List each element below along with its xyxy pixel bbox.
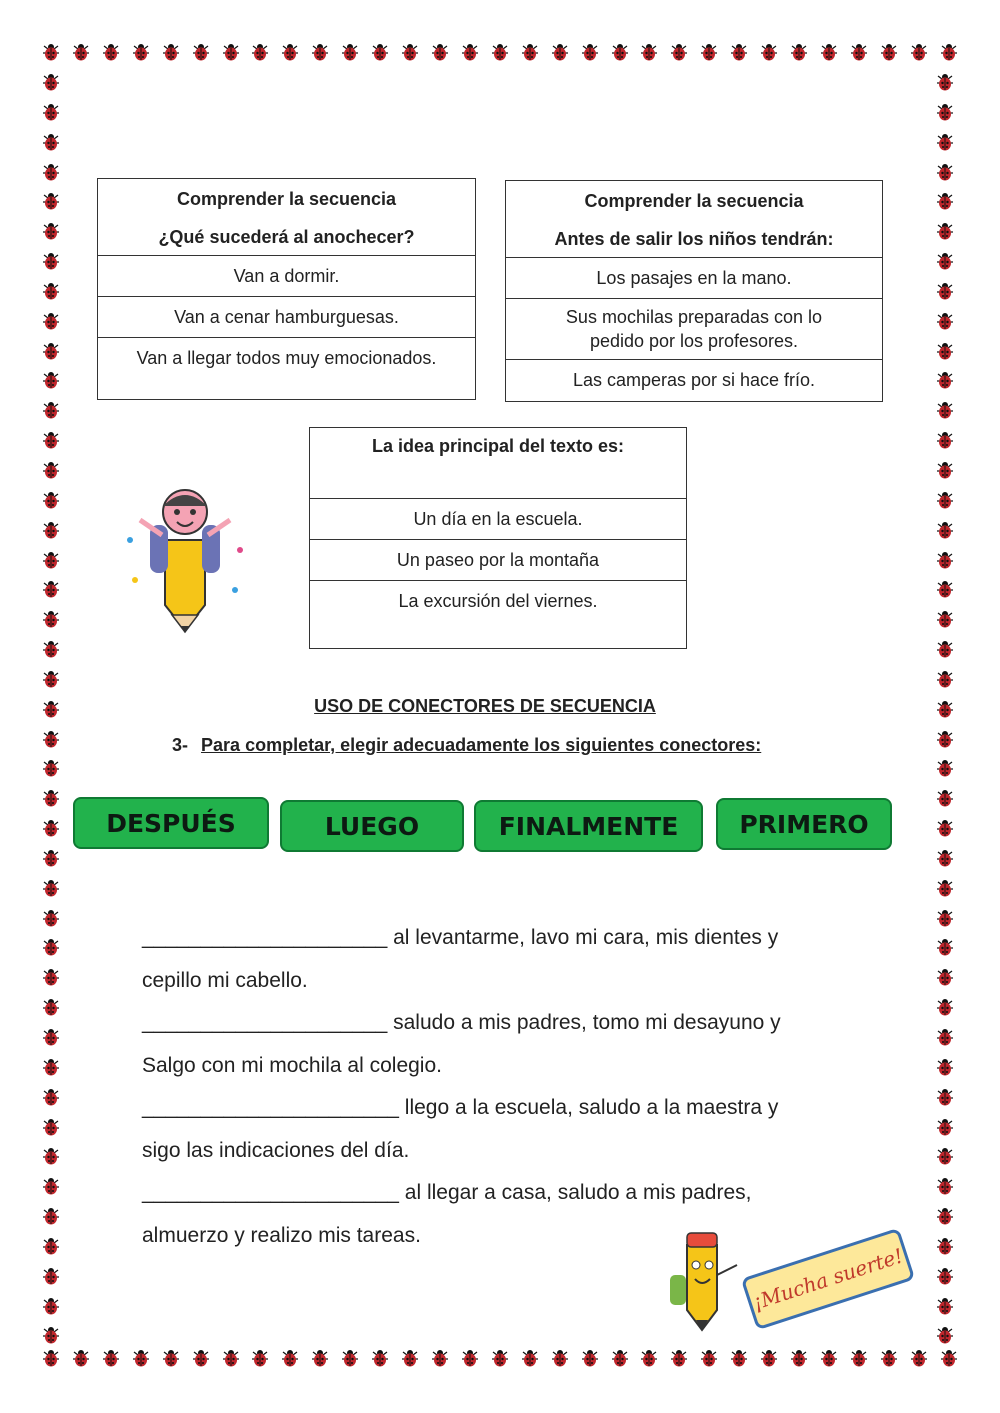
ladybug-icon — [40, 339, 62, 361]
ladybug-icon — [579, 40, 601, 62]
ladybug-icon — [40, 279, 62, 301]
ladybug-icon — [429, 1346, 451, 1368]
ladybug-icon — [40, 577, 62, 599]
ladybug-icon — [369, 1346, 391, 1368]
sequence-before-box — [505, 180, 883, 402]
ladybug-icon — [40, 40, 62, 62]
ladybug-icon — [100, 40, 122, 62]
ladybug-icon — [309, 40, 331, 62]
ladybug-icon — [40, 876, 62, 898]
sentence-4-line-1 — [142, 1181, 751, 1205]
ladybug-icon — [638, 1346, 660, 1368]
ladybug-icon — [339, 1346, 361, 1368]
ladybug-icon — [698, 40, 720, 62]
ladybug-icon — [40, 1346, 62, 1368]
connector-despues[interactable]: DESPUÉS — [73, 797, 269, 849]
ladybug-icon — [249, 40, 271, 62]
ladybug-icon — [489, 1346, 511, 1368]
ladybug-icon — [160, 40, 182, 62]
ladybug-icon — [934, 458, 956, 480]
ladybug-icon — [459, 40, 481, 62]
sentence-2-line-1 — [142, 1011, 781, 1035]
ladybug-icon — [40, 368, 62, 390]
ladybug-icon — [758, 40, 780, 62]
ladybug-icon — [788, 1346, 810, 1368]
ladybug-icon — [40, 1055, 62, 1077]
ladybug-icon — [70, 40, 92, 62]
ladybug-icon — [519, 40, 541, 62]
option-item[interactable]: Sus mochilas preparadas con lo pedido por los profesores. — [506, 298, 882, 359]
ladybug-icon — [934, 1115, 956, 1137]
ladybug-icon — [934, 1025, 956, 1047]
option-item[interactable]: Van a dormir. — [98, 255, 475, 296]
ladybug-icon — [40, 1204, 62, 1226]
ladybug-icon — [40, 995, 62, 1017]
ladybug-icon — [934, 70, 956, 92]
ladybug-icon — [788, 40, 810, 62]
ladybug-icon — [934, 637, 956, 659]
ladybug-icon — [934, 488, 956, 510]
ladybug-icon — [40, 846, 62, 868]
sentence-2-line-2: Salgo con mi mochila al colegio. — [142, 1054, 442, 1077]
ladybug-icon — [934, 368, 956, 390]
ladybug-icon — [549, 1346, 571, 1368]
ladybug-icon — [40, 637, 62, 659]
ladybug-icon — [934, 428, 956, 450]
ladybug-icon — [758, 1346, 780, 1368]
ladybug-icon — [40, 1323, 62, 1345]
box-title: La idea principal del texto es: — [371, 436, 625, 456]
option-item[interactable]: Los pasajes en la mano. — [506, 257, 882, 298]
ladybug-icon — [279, 40, 301, 62]
ladybug-icon — [609, 40, 631, 62]
ladybug-icon — [489, 40, 511, 62]
ladybug-icon — [934, 100, 956, 122]
ladybug-icon — [190, 40, 212, 62]
ladybug-icon — [934, 1144, 956, 1166]
ladybug-icon — [878, 40, 900, 62]
ladybug-icon — [934, 906, 956, 928]
ladybug-icon — [934, 398, 956, 420]
ladybug-icon — [40, 965, 62, 987]
ladybug-icon — [934, 1294, 956, 1316]
ladybug-icon — [40, 1144, 62, 1166]
box-question: ¿Qué sucederá al anochecer? — [158, 227, 415, 247]
ladybug-icon — [818, 40, 840, 62]
ladybug-icon — [698, 1346, 720, 1368]
ladybug-icon — [934, 995, 956, 1017]
option-item[interactable]: Van a llegar todos muy emocionados. — [98, 337, 475, 378]
ladybug-icon — [369, 40, 391, 62]
ladybug-icon — [668, 1346, 690, 1368]
ladybug-icon — [934, 846, 956, 868]
ladybug-icon — [934, 607, 956, 629]
ladybug-icon — [934, 816, 956, 838]
connector-primero[interactable]: PRIMERO — [716, 798, 892, 850]
box-question: Antes de salir los niños tendrán: — [554, 229, 834, 249]
sentence-text: saludo a mis padres, tomo mi desayuno y — [393, 1011, 781, 1034]
blank-2[interactable]: _____________________ — [142, 1011, 388, 1034]
sentence-1-line-2: cepillo mi cabello. — [142, 969, 308, 992]
ladybug-icon — [459, 1346, 481, 1368]
ladybug-icon — [40, 1294, 62, 1316]
ladybug-icon — [848, 40, 870, 62]
ladybug-border-bottom — [40, 1346, 960, 1372]
ladybug-icon — [130, 1346, 152, 1368]
ladybug-icon — [70, 1346, 92, 1368]
ladybug-icon — [934, 1085, 956, 1107]
ladybug-icon — [40, 1264, 62, 1286]
ladybug-icon — [938, 1346, 960, 1368]
ladybug-icon — [100, 1346, 122, 1368]
instruction-text: Para completar, elegir adecuadamente los siguientes conectores: — [201, 735, 762, 755]
ladybug-icon — [934, 1174, 956, 1196]
ladybug-icon — [934, 249, 956, 271]
ladybug-icon — [934, 1055, 956, 1077]
ladybug-icon — [934, 756, 956, 778]
ladybug-icon — [40, 189, 62, 211]
sentence-text: al llegar a casa, saludo a mis padres, — [404, 1181, 752, 1204]
blank-4[interactable]: ______________________ — [142, 1181, 399, 1204]
ladybug-icon — [668, 40, 690, 62]
ladybug-icon — [934, 935, 956, 957]
ladybug-icon — [40, 458, 62, 480]
ladybug-icon — [934, 309, 956, 331]
ladybug-icon — [429, 40, 451, 62]
ladybug-icon — [309, 1346, 331, 1368]
ladybug-icon — [40, 786, 62, 808]
sentence-1-line-1 — [142, 926, 778, 950]
sentence-3-line-1 — [142, 1096, 778, 1120]
good-luck-sticker: ¡Mucha suerte! — [741, 1228, 916, 1331]
ladybug-border-top — [40, 40, 960, 66]
ladybug-icon — [934, 1323, 956, 1345]
ladybug-icon — [638, 40, 660, 62]
ladybug-icon — [934, 727, 956, 749]
ladybug-icon — [40, 488, 62, 510]
blank-1[interactable]: _____________________ — [142, 926, 388, 949]
ladybug-icon — [934, 786, 956, 808]
ladybug-icon — [878, 1346, 900, 1368]
ladybug-icon — [220, 40, 242, 62]
ladybug-icon — [40, 727, 62, 749]
sentence-text: llego a la escuela, saludo a la maestra y — [404, 1096, 779, 1119]
ladybug-icon — [40, 935, 62, 957]
option-item[interactable]: Las camperas por si hace frío. — [506, 359, 882, 400]
ladybug-icon — [40, 219, 62, 241]
sentence-3-line-2: sigo las indicaciones del día. — [142, 1139, 410, 1162]
ladybug-icon — [908, 40, 930, 62]
ladybug-icon — [40, 130, 62, 152]
ladybug-icon — [934, 577, 956, 599]
box-title: Comprender la secuencia — [176, 189, 397, 209]
ladybug-icon — [934, 160, 956, 182]
ladybug-icon — [339, 40, 361, 62]
ladybug-icon — [40, 1025, 62, 1047]
ladybug-icon — [848, 1346, 870, 1368]
ladybug-icon — [728, 40, 750, 62]
ladybug-icon — [40, 548, 62, 570]
ladybug-icon — [908, 1346, 930, 1368]
ladybug-icon — [579, 1346, 601, 1368]
ladybug-icon — [40, 1234, 62, 1256]
blank-3[interactable]: ______________________ — [142, 1096, 399, 1119]
ladybug-icon — [934, 965, 956, 987]
pencil-mascot-icon — [662, 1225, 742, 1335]
pencil-character-icon — [110, 480, 260, 640]
option-item[interactable]: La excursión del viernes. — [310, 580, 686, 621]
ladybug-icon — [938, 40, 960, 62]
ladybug-icon — [40, 428, 62, 450]
connector-finalmente[interactable]: FINALMENTE — [474, 800, 703, 852]
ladybug-icon — [40, 667, 62, 689]
ladybug-icon — [934, 279, 956, 301]
ladybug-icon — [934, 1264, 956, 1286]
ladybug-icon — [40, 100, 62, 122]
ladybug-icon — [40, 1115, 62, 1137]
ladybug-icon — [190, 1346, 212, 1368]
section-title: USO DE CONECTORES DE SECUENCIA — [314, 696, 656, 716]
option-item[interactable]: Un día en la escuela. — [310, 498, 686, 539]
ladybug-icon — [934, 876, 956, 898]
sentence-4-line-2: almuerzo y realizo mis tareas. — [142, 1224, 421, 1247]
ladybug-icon — [934, 1234, 956, 1256]
ladybug-icon — [40, 70, 62, 92]
sentence-text: al levantarme, lavo mi cara, mis dientes y — [393, 926, 779, 949]
ladybug-icon — [40, 518, 62, 540]
ladybug-icon — [40, 756, 62, 778]
ladybug-icon — [160, 1346, 182, 1368]
ladybug-icon — [934, 1204, 956, 1226]
ladybug-icon — [399, 40, 421, 62]
ladybug-icon — [220, 1346, 242, 1368]
ladybug-icon — [40, 309, 62, 331]
ladybug-icon — [934, 548, 956, 570]
ladybug-icon — [549, 40, 571, 62]
option-item[interactable]: Un paseo por la montaña — [310, 539, 686, 580]
ladybug-icon — [519, 1346, 541, 1368]
option-item[interactable]: Van a cenar hamburguesas. — [98, 296, 475, 337]
ladybug-icon — [40, 1085, 62, 1107]
instruction — [172, 735, 761, 756]
ladybug-icon — [40, 249, 62, 271]
box-title: Comprender la secuencia — [584, 191, 804, 211]
ladybug-icon — [818, 1346, 840, 1368]
ladybug-icon — [934, 189, 956, 211]
ladybug-icon — [728, 1346, 750, 1368]
ladybug-icon — [934, 339, 956, 361]
ladybug-icon — [40, 1174, 62, 1196]
ladybug-icon — [40, 398, 62, 420]
ladybug-icon — [609, 1346, 631, 1368]
ladybug-icon — [40, 607, 62, 629]
connector-luego[interactable]: LUEGO — [280, 800, 464, 852]
ladybug-icon — [249, 1346, 271, 1368]
ladybug-icon — [40, 906, 62, 928]
ladybug-icon — [934, 130, 956, 152]
ladybug-icon — [40, 816, 62, 838]
ladybug-icon — [399, 1346, 421, 1368]
main-idea-box — [309, 427, 687, 649]
ladybug-icon — [40, 160, 62, 182]
ladybug-icon — [934, 667, 956, 689]
sequence-night-box — [97, 178, 476, 400]
ladybug-icon — [130, 40, 152, 62]
ladybug-icon — [934, 518, 956, 540]
instruction-number: 3- — [172, 735, 189, 755]
ladybug-icon — [279, 1346, 301, 1368]
ladybug-icon — [934, 219, 956, 241]
